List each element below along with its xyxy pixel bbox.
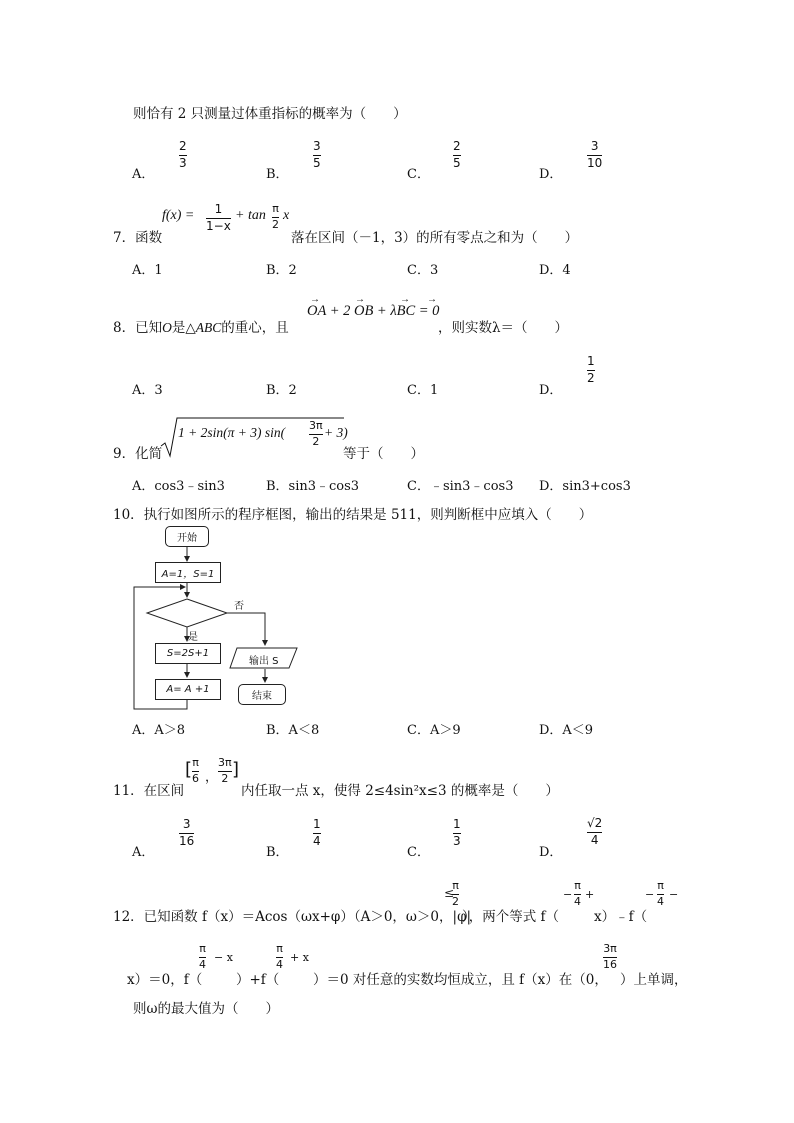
q7-option-b: B．2	[266, 263, 297, 278]
q10-option-c: C．A＞9	[407, 723, 461, 738]
q10-option-a: A．A＞8	[132, 723, 186, 738]
q12-a-frac: π 4	[574, 879, 581, 908]
flowchart-step-a: A= A +1	[155, 679, 221, 700]
flowchart-start: 开始	[165, 526, 209, 547]
q11-option-c-frac: 1 3	[453, 817, 461, 848]
vector-arrow-icon: →	[400, 294, 410, 305]
q10-option-d: D．A＜9	[539, 723, 594, 738]
q10-text: 10．执行如图所示的程序框图，输出的结果是 511，则判断框中应填入（ ）	[113, 507, 593, 523]
q6-option-c-frac: 2 5	[453, 139, 461, 170]
q9-option-c: C．﹣sin3﹣cos3	[407, 479, 514, 494]
q12-line1b: ），两个等式 f（	[462, 909, 560, 925]
q10-option-b: B．A＜8	[266, 723, 320, 738]
q12-e-frac: 3π 16	[603, 942, 617, 971]
q8-vector-equation: OA + 2 OB + λBC = 0 → → → →	[307, 294, 440, 319]
q7-tail: 落在区间（－1，3）的所有零点之和为（ ）	[291, 230, 579, 246]
q11-option-a-frac: 3 16	[179, 817, 195, 848]
q12-phi-frac: π 2	[452, 879, 459, 908]
q9-expr-a: 1 + 2sin(π + 3) sin(	[178, 425, 286, 440]
q11-text: 11．在区间	[113, 783, 185, 799]
q11-option-b-frac: 1 4	[313, 817, 321, 848]
q12-neg1: −	[563, 888, 573, 901]
flowchart-init: A=1，S=1	[155, 562, 221, 583]
flowchart-no-label: 否	[234, 601, 244, 612]
q11-tail: 内任取一点 x，使得 2≤4sin²x≤3 的概率是（ ）	[241, 783, 559, 799]
q11-bracket-right: ]	[232, 759, 240, 780]
q9-tail: 等于（ ）	[343, 446, 424, 462]
q7-pi-frac: π 2	[272, 202, 279, 231]
flowchart-end: 结束	[238, 684, 286, 705]
flowchart-output: 输出 S	[249, 656, 279, 667]
q8-text-b: 是△	[171, 320, 196, 336]
q6-stem: 则恰有 2 只测量过体重指标的概率为（ ）	[133, 106, 407, 122]
q9-expr-b: + 3)	[324, 425, 348, 440]
q8-option-d-frac: 1 2	[587, 354, 595, 385]
q8-line	[113, 316, 289, 336]
q6-option-b-frac: 3 5	[313, 139, 321, 170]
q7-f-prefix: f(x) =	[162, 208, 195, 223]
q12-d-tail: + x	[290, 951, 309, 964]
q6-option-c-label: C．	[407, 167, 430, 182]
q9-text: 9．化简	[113, 446, 163, 462]
q8-text-a: 8．已知	[113, 320, 163, 336]
q8-triangle-abc: ABC	[195, 320, 222, 335]
q11-int-a: π 6	[192, 756, 199, 785]
q12-line2a: x）＝0，f（	[127, 972, 203, 988]
q8-point-o: O	[162, 320, 172, 335]
q12-le: ≤	[444, 886, 455, 900]
q11-option-a-label: A．	[132, 845, 155, 860]
q12-line2d: ）上单调，	[620, 972, 688, 988]
q12-line2c: ）＝0 对任意的实数均恒成立，且 f（x）在（0，	[313, 972, 608, 988]
q8-option-a: A．3	[132, 383, 163, 398]
q11-option-d-frac: √2 4	[587, 816, 603, 847]
q7-option-a: A．1	[132, 263, 163, 278]
q6-option-d-frac: 3 10	[587, 139, 603, 170]
vector-arrow-icon: →	[310, 294, 320, 305]
q11-option-b-label: B．	[266, 845, 289, 860]
q9-option-d: D．sin3+cos3	[539, 479, 631, 494]
q7-x: x	[283, 208, 290, 223]
q12-neg2: −	[645, 888, 655, 901]
flowchart-yes-label: 是	[188, 632, 198, 643]
q12-line3: 则ω的最大值为（ ）	[133, 1001, 280, 1017]
q9-option-b: B．sin3﹣cos3	[266, 479, 360, 494]
q12-line1: 12．已知函数 f（x）＝Acos（ωx+φ）（A＞0，ω＞0，|φ|	[113, 909, 472, 925]
q6-option-a-frac: 2 3	[179, 139, 187, 170]
q8-option-c: C．1	[407, 383, 439, 398]
q11-int-b: 3π 2	[218, 756, 232, 785]
q12-line1c: x）﹣f（	[594, 909, 648, 925]
q7-tan: + tan	[235, 208, 266, 223]
q9-option-a: A．cos3﹣sin3	[132, 479, 225, 494]
vector-arrow-icon: →	[355, 294, 365, 305]
q12-line2b: ）+f（	[236, 972, 280, 988]
q8-option-b: B．2	[266, 383, 297, 398]
q9-expr-frac: 3π 2	[309, 419, 323, 448]
q8-tail: ，则实数λ＝（ ）	[438, 320, 569, 336]
q12-b-frac: π 4	[657, 879, 664, 908]
q7-option-d: D．4	[539, 263, 571, 278]
q7-option-c: C．3	[407, 263, 439, 278]
q11-bracket-left: [	[185, 759, 193, 780]
q11-sep: ，	[205, 770, 219, 785]
q7-number: 7．函数	[113, 230, 163, 246]
q12-minus: −	[669, 888, 679, 901]
q12-c-frac: π 4	[199, 942, 206, 971]
q12-c-tail: − x	[214, 951, 233, 964]
q6-option-d-label: D．	[539, 167, 563, 182]
flowchart-step-s: S=2S+1	[155, 643, 221, 664]
q12-d-frac: π 4	[276, 942, 283, 971]
q8-text-c: 的重心，且	[221, 320, 289, 336]
q8-option-d: D．	[539, 383, 563, 398]
q6-option-a-label: A．	[132, 167, 155, 182]
q11-option-d-label: D．	[539, 845, 563, 860]
q11-option-c-label: C．	[407, 845, 430, 860]
q7-frac: 1 1−x	[206, 202, 231, 233]
q12-plus: +	[585, 888, 595, 901]
q6-option-b-label: B．	[266, 167, 289, 182]
vector-arrow-icon: →	[427, 294, 437, 305]
